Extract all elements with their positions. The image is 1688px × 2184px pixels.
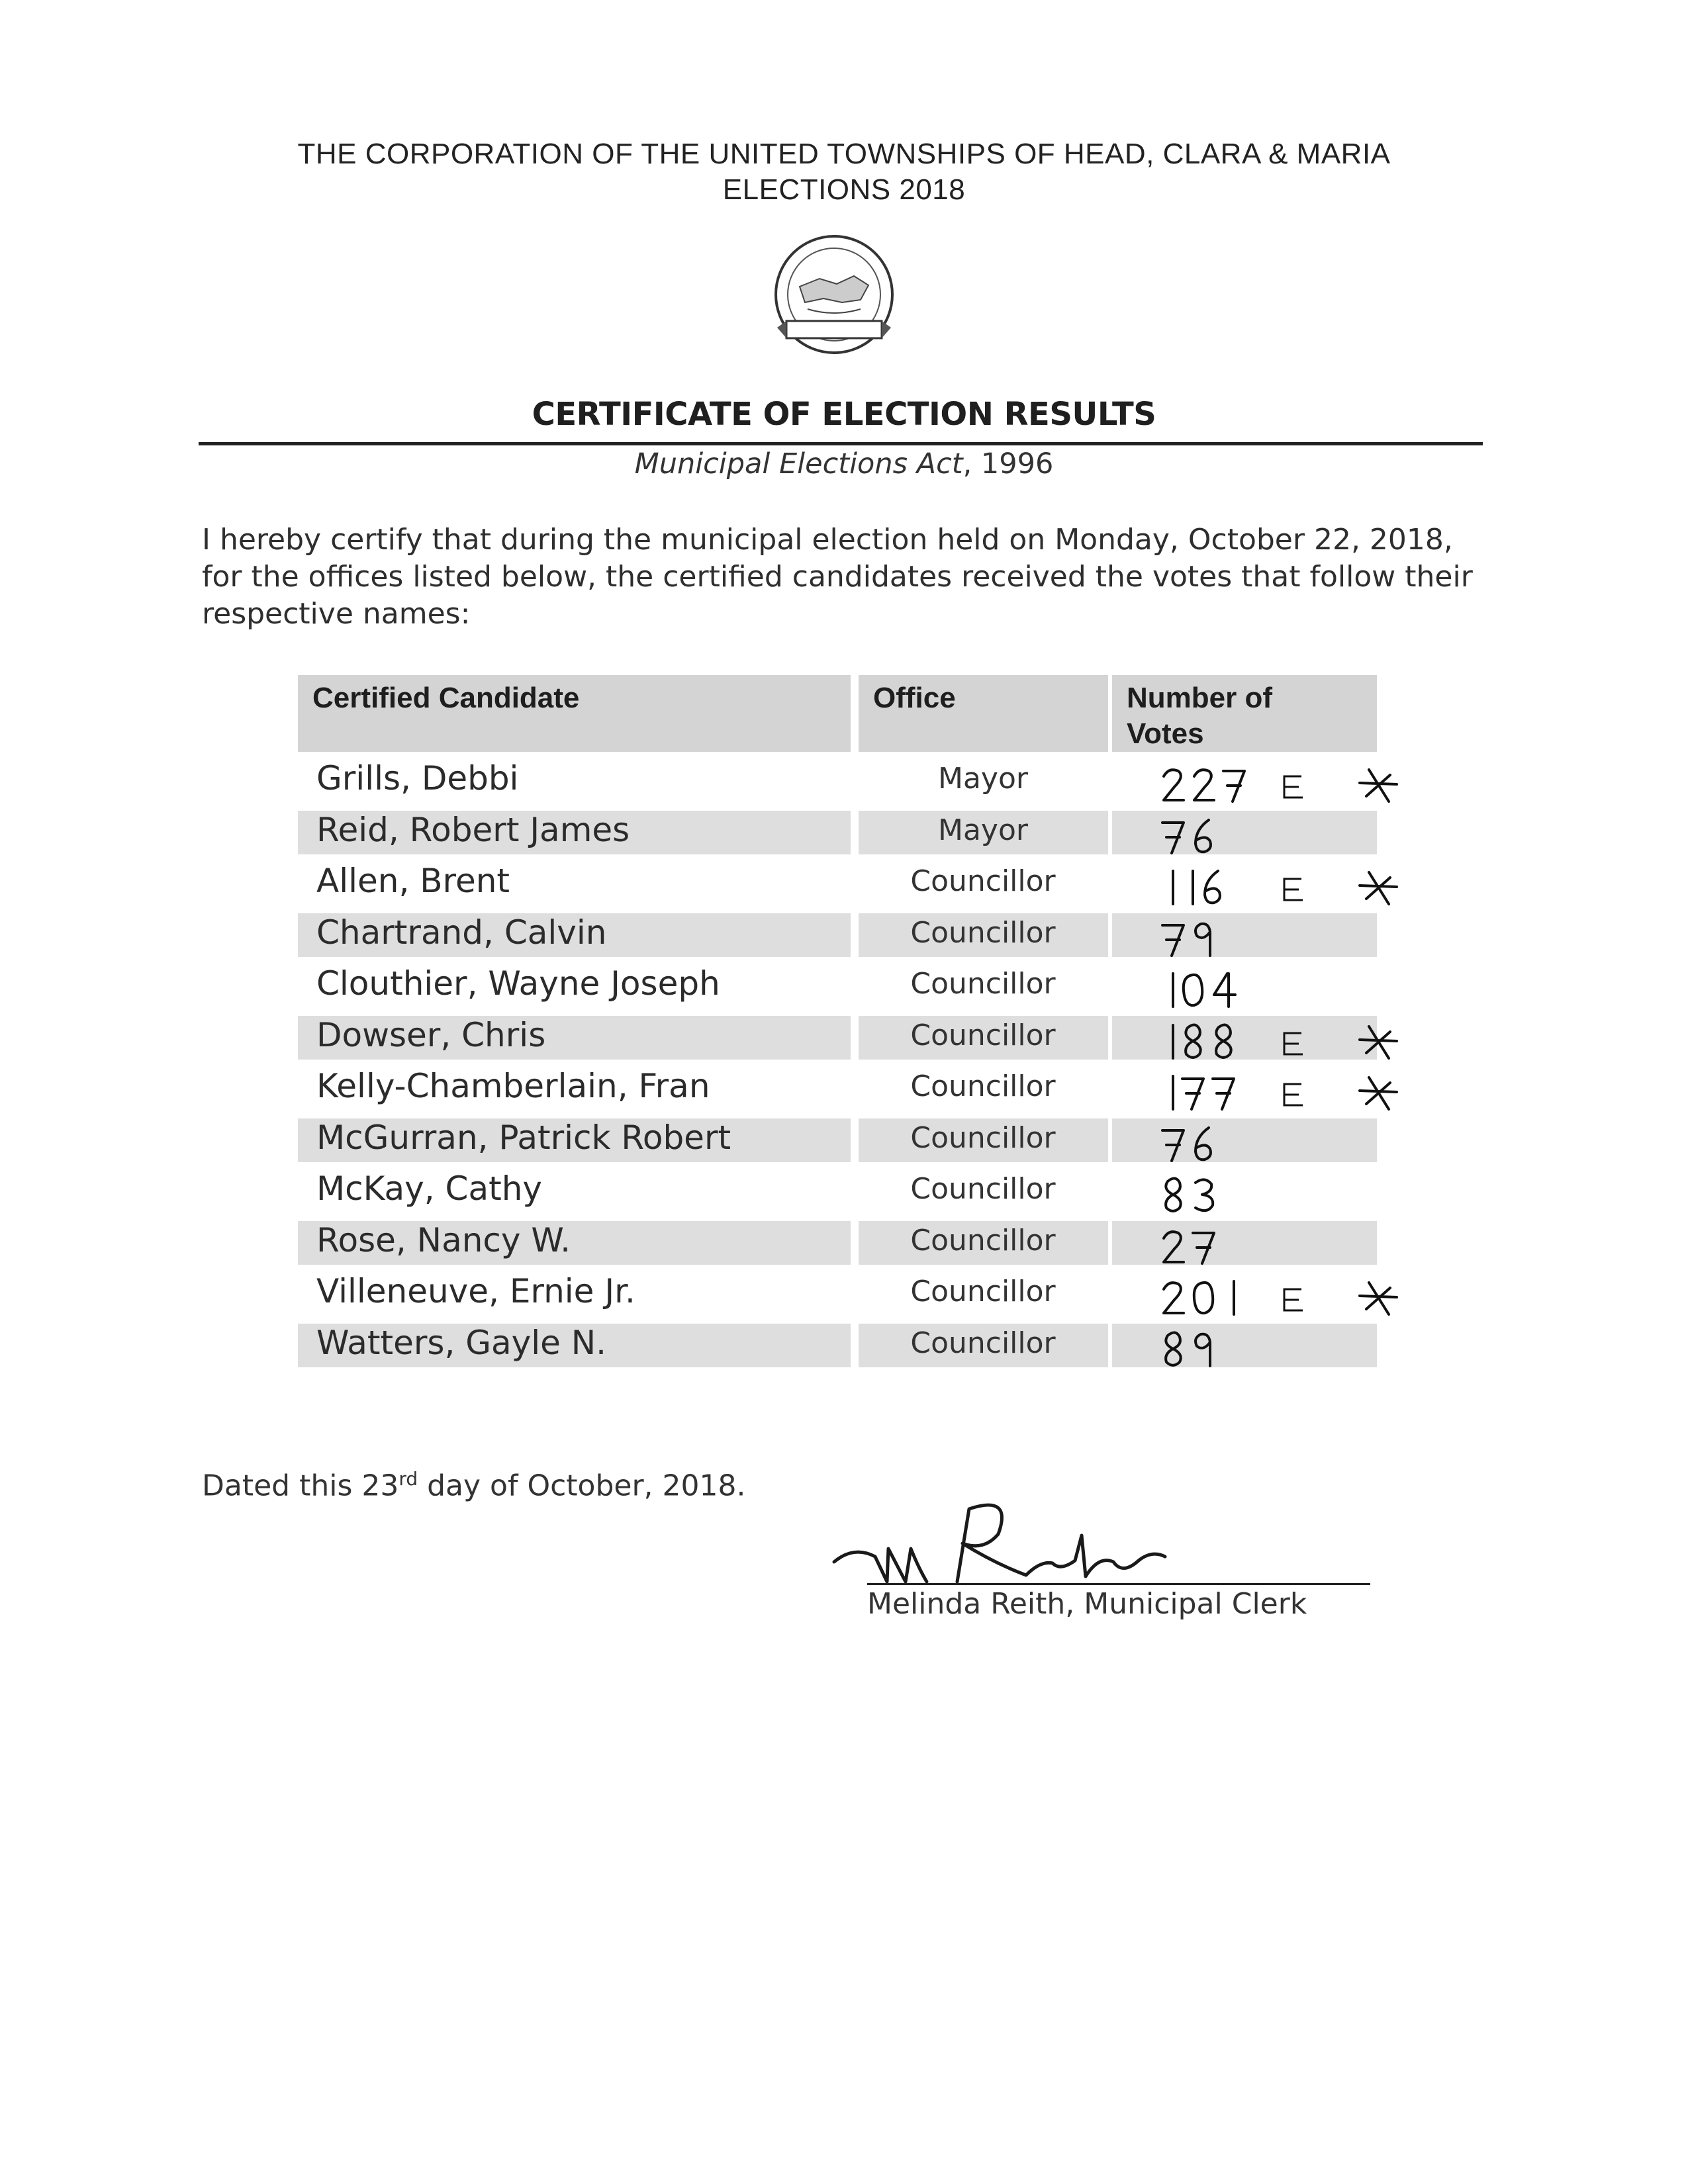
- vote-digit: [1223, 771, 1244, 801]
- asterisk-icon: [1360, 770, 1397, 801]
- vote-digit: [1164, 1283, 1184, 1313]
- header-votes: [1112, 675, 1377, 752]
- candidate-name: Kelly-Chamberlain, Fran: [316, 1067, 710, 1105]
- clerk-signature: [827, 1482, 1198, 1595]
- candidate-name: McGurran, Patrick Robert: [316, 1118, 731, 1157]
- vote-count: [1119, 1271, 1436, 1322]
- vote-count: [1119, 809, 1436, 861]
- vote-digit: [1196, 923, 1210, 955]
- candidate-name: Reid, Robert James: [316, 810, 630, 849]
- vote-digit: [1162, 925, 1184, 956]
- candidate-name: Watters, Gayle N.: [316, 1323, 607, 1362]
- elected-mark-icon: [1284, 776, 1303, 797]
- vote-count: [1119, 1015, 1436, 1066]
- elected-mark-icon: [1284, 1033, 1303, 1054]
- dated-ordinal: rd: [399, 1468, 418, 1490]
- act-name: Municipal Elections Act: [634, 447, 963, 480]
- asterisk-icon: [1360, 872, 1397, 904]
- elected-mark-icon: [1284, 879, 1303, 900]
- elected-mark-icon: [1284, 1289, 1303, 1310]
- dated-prefix: Dated this 23: [202, 1469, 399, 1503]
- office-cell: Councillor: [910, 1275, 1056, 1308]
- header-office: [859, 675, 1108, 752]
- act-year: , 1996: [962, 447, 1054, 480]
- vote-digit: [1162, 1130, 1184, 1161]
- candidate-name: Grills, Debbi: [316, 759, 519, 797]
- candidate-name: Allen, Brent: [316, 862, 510, 900]
- header-candidate-label: Certified Candidate: [312, 682, 580, 714]
- clerk-name: Melinda Reith, Municipal Clerk: [867, 1587, 1307, 1621]
- vote-digit: [1166, 1332, 1181, 1365]
- header-votes-label: Number of Votes: [1127, 682, 1272, 750]
- candidate-name: Clouthier, Wayne Joseph: [316, 964, 720, 1003]
- asterisk-icon: [1360, 1077, 1397, 1109]
- vote-digit: [1164, 770, 1184, 800]
- office-cell: Councillor: [910, 915, 1056, 950]
- vote-count: [1119, 758, 1436, 809]
- office-cell: Councillor: [910, 864, 1056, 898]
- office-cell: Councillor: [910, 1069, 1056, 1103]
- vote-digit: [1213, 1079, 1234, 1109]
- candidate-name: Rose, Nancy W.: [316, 1220, 571, 1259]
- candidate-name: McKay, Cathy: [316, 1169, 542, 1208]
- elected-mark-icon: [1284, 1084, 1303, 1105]
- vote-digit: [1196, 820, 1211, 852]
- vote-count: [1119, 912, 1436, 964]
- vote-digit: [1196, 1179, 1213, 1210]
- vote-digit: [1193, 1233, 1214, 1263]
- office-cell: Councillor: [910, 1223, 1056, 1257]
- office-cell: Councillor: [910, 1120, 1056, 1155]
- vote-count: [1119, 1066, 1436, 1117]
- vote-count: [1119, 963, 1436, 1015]
- vote-digit: [1184, 975, 1202, 1005]
- candidate-name: Chartrand, Calvin: [316, 913, 607, 952]
- vote-digit: [1196, 1128, 1211, 1160]
- vote-digit: [1166, 1178, 1181, 1211]
- vote-digit: [1196, 1334, 1210, 1365]
- vote-count: [1119, 1168, 1436, 1220]
- office-cell: Councillor: [910, 1018, 1056, 1052]
- vote-digit: [1214, 974, 1235, 1007]
- vote-digit: [1164, 1232, 1184, 1262]
- office-cell: Mayor: [938, 762, 1028, 796]
- office-cell: Mayor: [938, 813, 1028, 847]
- header-candidate: [298, 675, 851, 752]
- asterisk-icon: [1360, 1283, 1397, 1314]
- office-cell: Councillor: [910, 1172, 1056, 1206]
- vote-digit: [1194, 770, 1214, 800]
- vote-digit: [1194, 1283, 1213, 1313]
- vote-digit: [1182, 1079, 1203, 1109]
- candidate-name: Dowser, Chris: [316, 1015, 546, 1054]
- dated-line: [202, 1468, 745, 1503]
- vote-count: [1119, 1220, 1436, 1271]
- office-cell: Councillor: [910, 967, 1056, 1001]
- dated-suffix: day of October, 2018.: [418, 1469, 746, 1503]
- certification-statement: I hereby certify that during the municipal election held on Monday, October 22, 2018, for the offices listed below, the certified candidates received the votes that follow their respective names:: [202, 523, 1473, 631]
- header-line-2: ELECTIONS 2018: [722, 173, 966, 206]
- certificate-title: CERTIFICATE OF ELECTION RESULTS: [532, 396, 1156, 433]
- candidate-name: Villeneuve, Ernie Jr.: [316, 1272, 635, 1310]
- vote-count: [1119, 1322, 1436, 1374]
- vote-digit: [1216, 1024, 1231, 1058]
- header-line-1: THE CORPORATION OF THE UNITED TOWNSHIPS OF HEAD, CLARA & MARIA: [297, 138, 1391, 170]
- vote-count: [1119, 1117, 1436, 1169]
- header-office-label: Office: [873, 682, 956, 714]
- vote-digit: [1162, 823, 1184, 853]
- asterisk-icon: [1360, 1026, 1397, 1058]
- vote-digit: [1186, 1024, 1201, 1058]
- vote-digit: [1205, 871, 1220, 903]
- office-cell: Councillor: [910, 1326, 1056, 1360]
- signature-line: [867, 1583, 1370, 1585]
- vote-count: [1119, 860, 1436, 912]
